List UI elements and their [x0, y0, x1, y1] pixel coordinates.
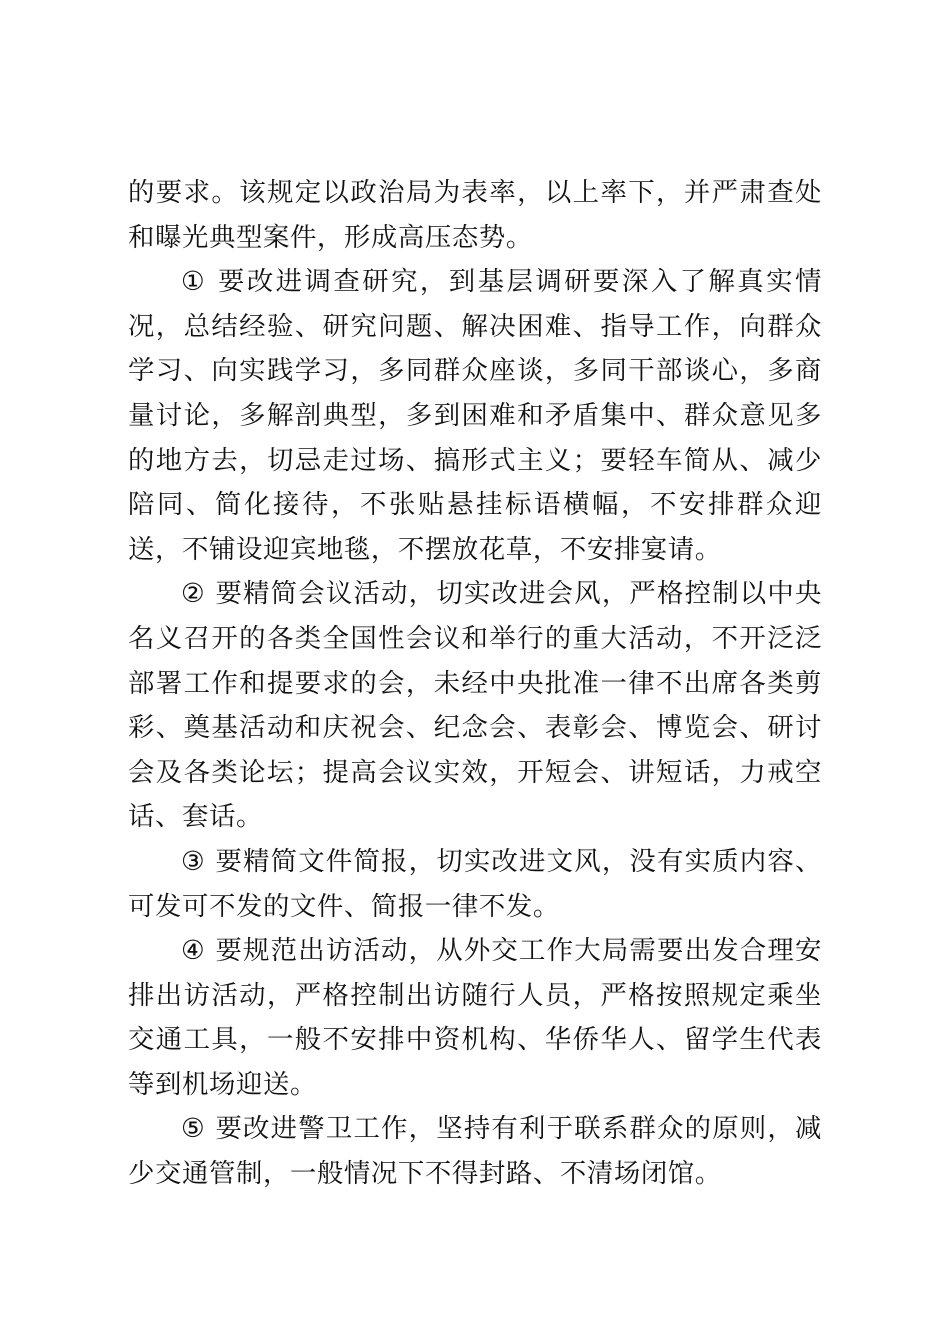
- paragraph-item-1: ① 要改进调查研究，到基层调研要深入了解真实情况，总结经验、研究问题、解决困难、指导工作，向群众学习、向实践学习，多同群众座谈，多同干部谈心，多商量讨论，多解剖典型，多到困难和矛盾集中、群众意见多的地方去，切忌走过场、搞形式主义；要轻车简从、减少陪同、简化接待，不张贴悬挂标语横幅，不安排群众迎送，不铺设迎宾地毯，不摆放花草，不安排宴请。: [128, 266, 822, 565]
- document-body: [128, 171, 822, 1197]
- paragraph-item-4: ④ 要规范出访活动，从外交工作大局需要出发合理安排出访活动，严格控制出访随行人员，严格按照规定乘坐交通工具，一般不安排中资机构、华侨华人、留学生代表等到机场迎送。: [128, 935, 822, 1100]
- paragraph-continuation: 的要求。该规定以政治局为表率，以上率下，并严肃查处和曝光典型案件，形成高压态势。: [128, 177, 822, 253]
- paragraph-item-2: ② 要精简会议活动，切实改进会风，严格控制以中央名义召开的各类全国性会议和举行的重大活动，不开泛泛部署工作和提要求的会，未经中央批准一律不出席各类剪彩、奠基活动和庆祝会、纪念会、表彰会、博览会、研讨会及各类论坛；提高会议实效，开短会、讲短话，力戒空话、套话。: [128, 578, 822, 833]
- paragraph-item-3: ③ 要精简文件简报，切实改进文风，没有实质内容、可发可不发的文件、简报一律不发。: [128, 845, 822, 922]
- paragraph-item-5: ⑤ 要改进警卫工作，坚持有利于联系群众的原则，减少交通管制，一般情况下不得封路、不清场闭馆。: [128, 1113, 822, 1190]
